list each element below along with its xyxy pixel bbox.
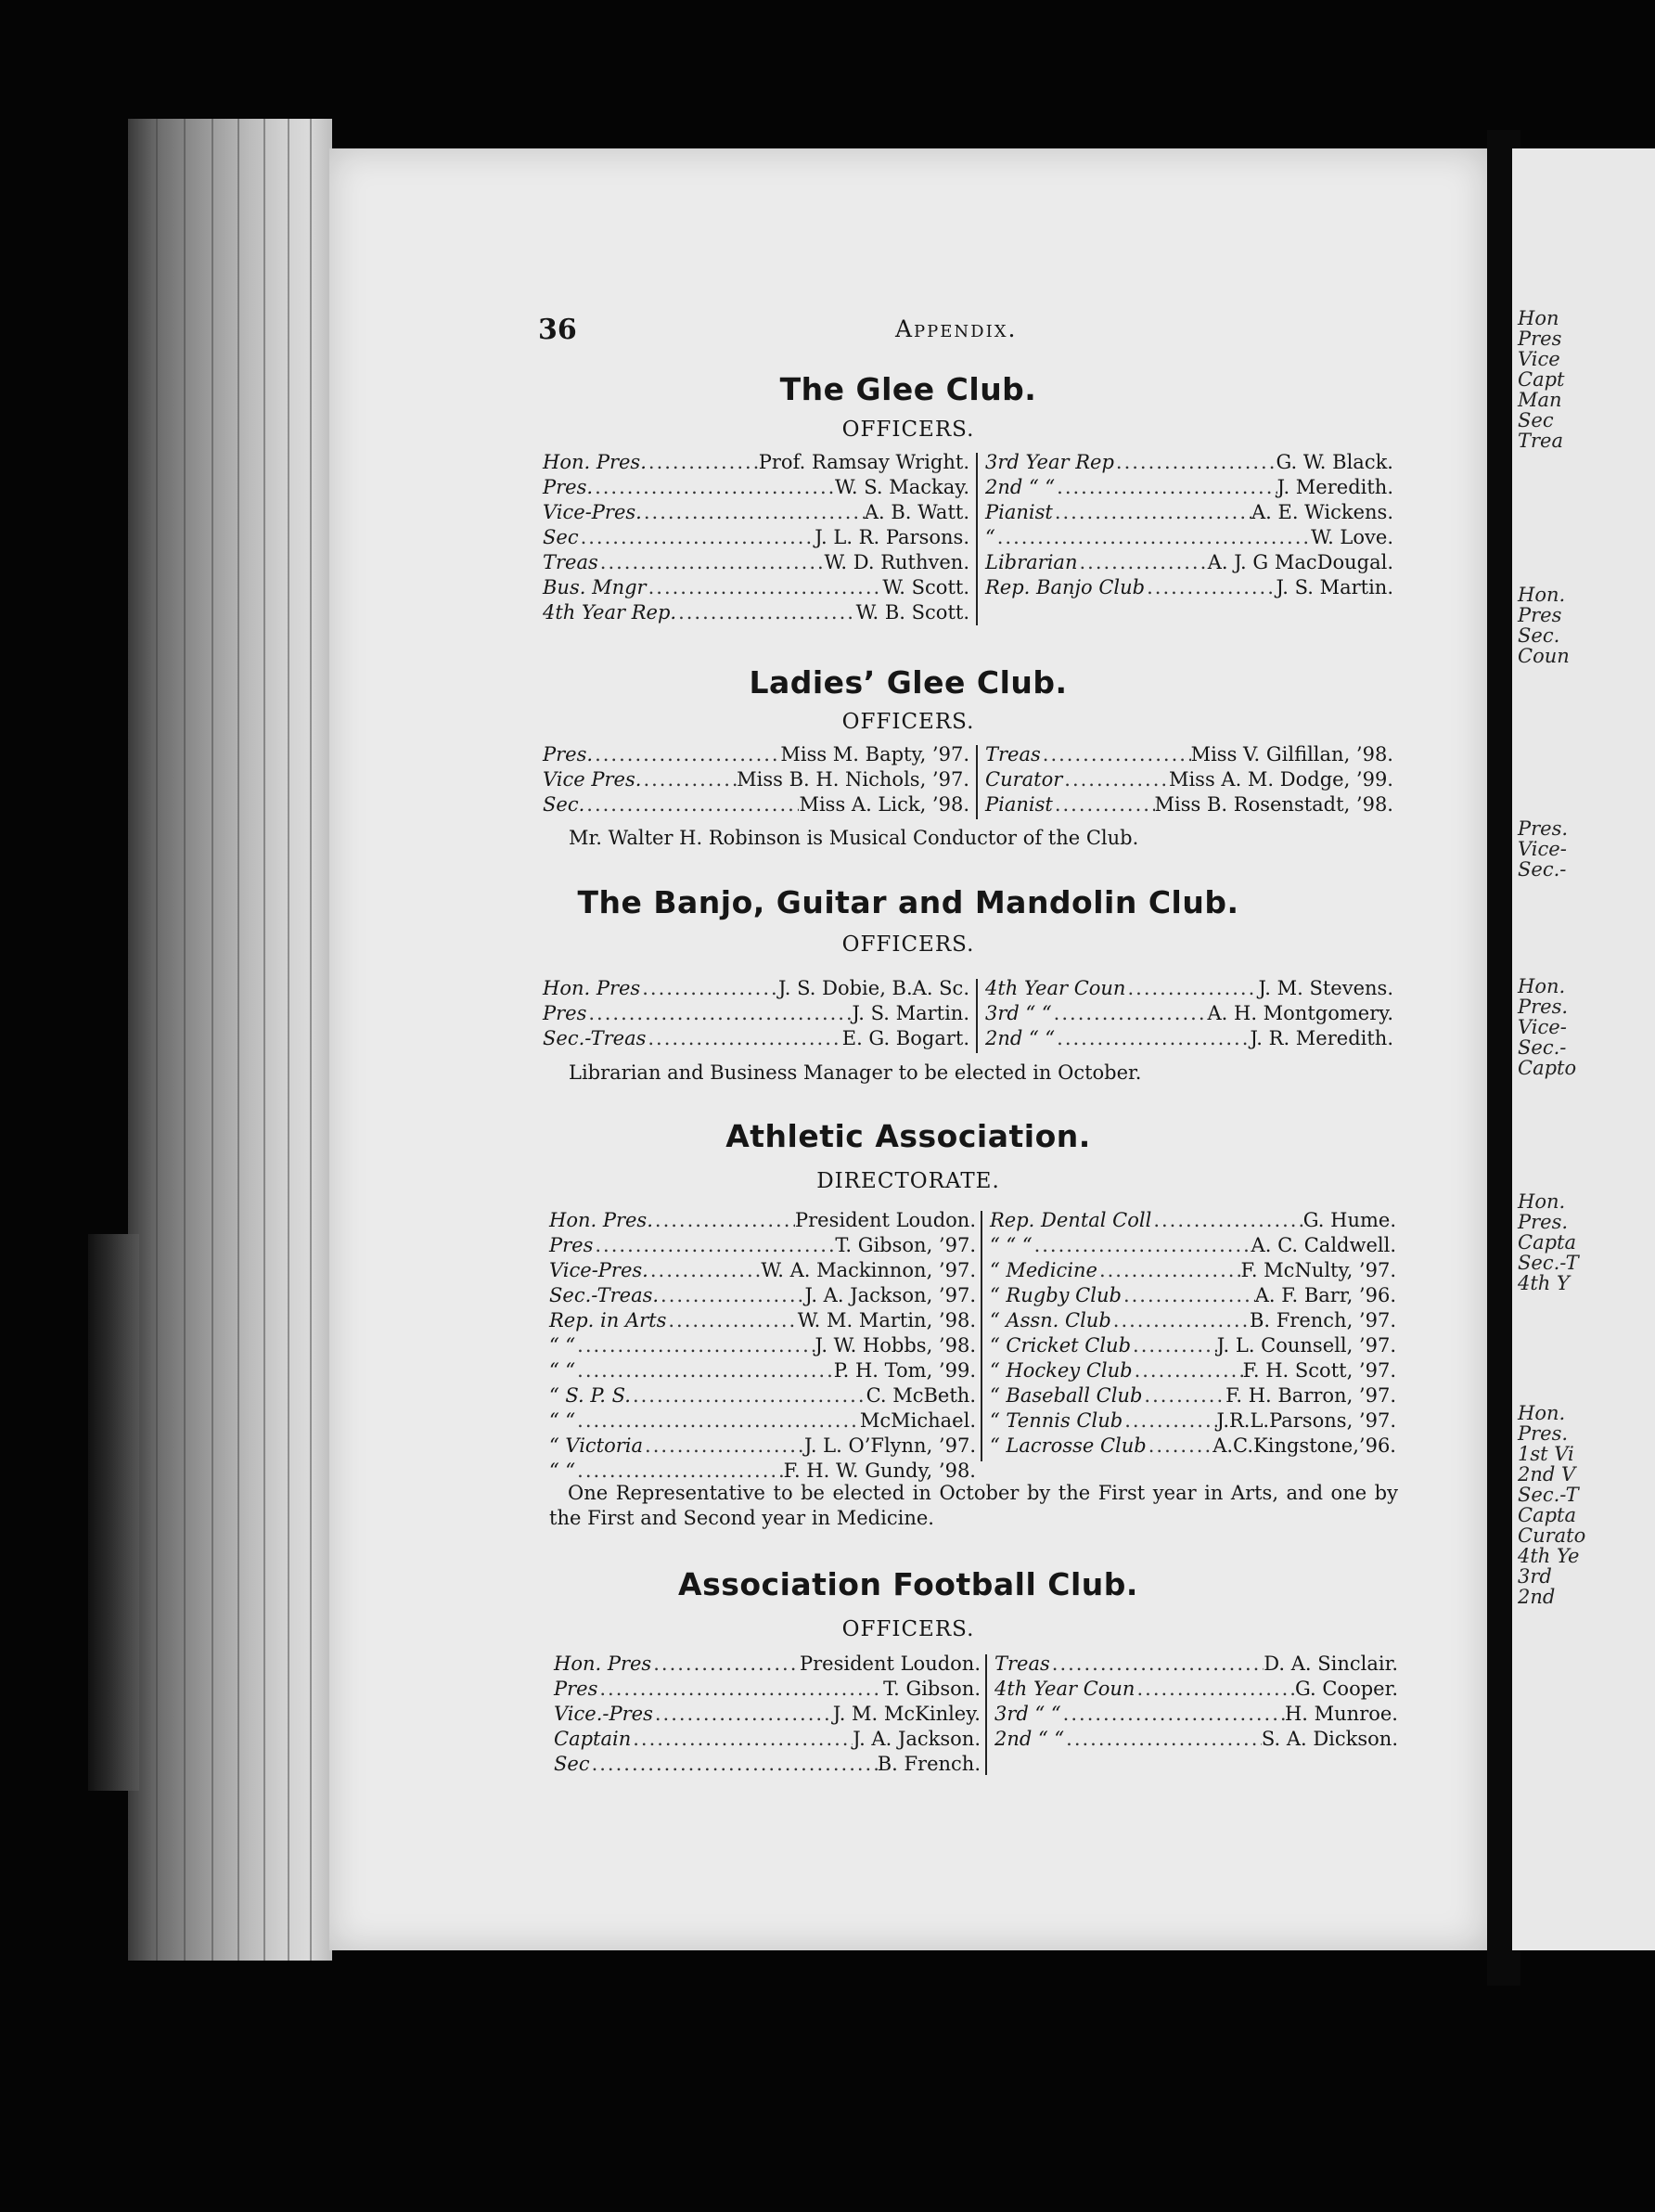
leader-dots <box>659 1283 805 1308</box>
section-title-glee-club: The Glee Club. <box>779 371 1037 407</box>
athletic-directorate-heading: DIRECTORATE. <box>816 1169 1000 1193</box>
officer-name: President Loudon. <box>800 1653 981 1675</box>
officer-name: A. H. Montgomery. <box>1207 1002 1393 1024</box>
officer-title: “ Assn. Club <box>990 1309 1111 1331</box>
officer-title: Hon. Pres. <box>543 451 647 473</box>
officer-name: J. M. Stevens. <box>1258 977 1393 999</box>
leader-dots <box>646 1026 841 1051</box>
facing-page-text: 2nd V <box>1518 1463 1576 1485</box>
officer-row <box>543 742 969 767</box>
officer-name: J. S. Dobie, B.A. Sc. <box>778 977 969 999</box>
athletic-note: One Representative to be elected in October by the First year in Arts, and one by the First and Second year in Medicine. <box>549 1482 1398 1529</box>
officer-title: “ Medicine <box>990 1259 1097 1281</box>
leader-dots <box>1050 1652 1264 1677</box>
leader-dots <box>1055 475 1277 500</box>
facing-page-fragment <box>1512 148 1655 1950</box>
athletic-right-column <box>990 1208 1396 1459</box>
officer-title: Pres. <box>543 743 594 765</box>
leader-dots <box>641 767 737 792</box>
facing-page-text: Pres. <box>1518 996 1569 1018</box>
officer-row <box>554 1652 981 1677</box>
officer-row <box>990 1258 1396 1283</box>
officer-row <box>543 525 969 550</box>
officer-name: T. Gibson, ’97. <box>835 1234 976 1256</box>
facing-page-text: Sec.-T <box>1518 1252 1579 1274</box>
officer-name: F. H. Barron, ’97. <box>1225 1384 1396 1407</box>
officer-row <box>985 525 1393 550</box>
officer-name: J. S. Martin. <box>1276 576 1393 598</box>
officer-row <box>994 1677 1398 1702</box>
officer-title: Vice Pres. <box>543 768 642 791</box>
banjo-note: Librarian and Business Manager to be elected in October. <box>569 1061 1142 1084</box>
officer-row <box>543 792 969 817</box>
officer-title: Pres <box>549 1234 594 1256</box>
officer-title: 2nd “ “ <box>985 1027 1056 1049</box>
facing-page-text: Pres. <box>1518 817 1569 840</box>
leader-dots <box>575 1408 860 1434</box>
officer-row <box>554 1702 981 1727</box>
column-divider <box>981 1211 982 1461</box>
leader-dots <box>1122 1283 1255 1308</box>
officer-row <box>990 1308 1396 1333</box>
officer-name: H. Munroe. <box>1284 1703 1398 1725</box>
officer-title: “ Hockey Club <box>990 1359 1133 1382</box>
officer-row <box>990 1233 1396 1258</box>
officer-title: Sec.-Treas. <box>549 1284 660 1306</box>
officer-name: W. A. Mackinnon, ’97. <box>761 1259 976 1281</box>
leader-dots <box>1133 1358 1243 1383</box>
officer-row <box>543 450 969 475</box>
officer-name: J. W. Hobbs, ’98. <box>815 1334 976 1357</box>
officer-title: “ S. P. S. <box>549 1384 631 1407</box>
officer-row <box>543 475 969 500</box>
officer-title: Sec <box>543 526 579 548</box>
officer-row <box>549 1308 976 1333</box>
officer-row <box>543 1001 969 1026</box>
section-title-ladies-glee-club: Ladies’ Glee Club. <box>749 664 1068 701</box>
officer-title: Treas <box>994 1653 1050 1675</box>
leader-dots <box>631 1383 866 1408</box>
officer-title: Rep. Banjo Club <box>985 576 1146 598</box>
glee-officers-heading: OFFICERS. <box>841 418 975 442</box>
leader-dots <box>1053 500 1251 525</box>
athletic-left-column <box>549 1208 976 1484</box>
officer-title: “ <box>985 526 995 548</box>
facing-page-text: Hon. <box>1518 975 1566 997</box>
book-page <box>329 148 1487 1950</box>
facing-page-text: Pres. <box>1518 1422 1569 1445</box>
leader-dots <box>1125 976 1258 1001</box>
officer-name: W. Scott. <box>882 576 969 598</box>
officer-row <box>543 600 969 625</box>
football-right-column <box>994 1652 1398 1752</box>
leader-dots <box>1111 1308 1250 1333</box>
officer-title: 4th Year Coun <box>994 1678 1135 1700</box>
officer-title: “ “ <box>549 1359 576 1382</box>
officer-title: 4th Year Rep. <box>543 601 677 624</box>
officer-name: G. Cooper. <box>1294 1678 1398 1700</box>
officer-row <box>549 1459 976 1484</box>
officer-title: Sec <box>554 1753 590 1775</box>
facing-page-text: Curato <box>1518 1524 1586 1547</box>
officer-row <box>554 1677 981 1702</box>
officer-name: W. D. Ruthven. <box>824 551 969 573</box>
facing-page-text: Sec.-T <box>1518 1484 1579 1506</box>
leader-dots <box>1055 1026 1250 1051</box>
officer-row <box>543 767 969 792</box>
facing-page-text: Capta <box>1518 1231 1576 1254</box>
officer-name: F. H. Scott, ’97. <box>1242 1359 1396 1382</box>
officer-row <box>990 1283 1396 1308</box>
book-binding <box>88 1234 139 1791</box>
officer-name: S. A. Dickson. <box>1261 1728 1398 1750</box>
officer-name: B. French. <box>877 1753 981 1775</box>
facing-page-text: Capt <box>1518 368 1565 391</box>
leader-dots <box>643 1434 804 1459</box>
officer-row <box>985 1001 1393 1026</box>
officer-row <box>549 1333 976 1358</box>
officer-name: F. H. W. Gundy, ’98. <box>783 1460 976 1482</box>
officer-name: J. L. Counsell, ’97. <box>1216 1334 1396 1357</box>
officer-name: McMichael. <box>859 1409 976 1432</box>
facing-page-text: Man <box>1518 389 1562 411</box>
officer-title: “ Cricket Club <box>990 1334 1132 1357</box>
officer-name: J. A. Jackson, ’97. <box>804 1284 976 1306</box>
facing-page-text: 1st Vi <box>1518 1443 1574 1465</box>
leader-dots <box>1041 742 1191 767</box>
officer-row <box>543 550 969 575</box>
officer-title: “ Victoria <box>549 1434 644 1457</box>
facing-page-text: 4th Y <box>1518 1272 1570 1294</box>
officer-title: Librarian <box>985 551 1078 573</box>
leader-dots <box>575 1459 783 1484</box>
officer-name: W. Love. <box>1311 526 1393 548</box>
officer-title: “ Tennis Club <box>990 1409 1123 1432</box>
leader-dots <box>593 1233 835 1258</box>
officer-row <box>543 1026 969 1051</box>
officer-name: T. Gibson. <box>883 1678 981 1700</box>
officer-name: B. French, ’97. <box>1249 1309 1396 1331</box>
facing-page-text: Vice- <box>1518 1016 1567 1038</box>
facing-page-text: Capto <box>1518 1057 1577 1079</box>
officer-row <box>549 1233 976 1258</box>
officer-title: Rep. in Arts <box>549 1309 667 1331</box>
leader-dots <box>1097 1258 1241 1283</box>
officer-row <box>990 1333 1396 1358</box>
leader-dots <box>1135 1677 1295 1702</box>
leader-dots <box>575 1358 834 1383</box>
column-divider <box>985 1654 987 1775</box>
leader-dots <box>1131 1333 1217 1358</box>
officer-name: F. McNulty, ’97. <box>1240 1259 1396 1281</box>
facing-page-text: Hon. <box>1518 1190 1566 1213</box>
officer-title: 4th Year Coun <box>985 977 1126 999</box>
officer-row <box>543 500 969 525</box>
officer-title: “ “ <box>549 1409 576 1432</box>
officer-title: Treas <box>543 551 598 573</box>
officer-title: Sec. <box>543 793 585 816</box>
facing-page-text: Pres <box>1518 604 1562 626</box>
facing-page-text: Capta <box>1518 1504 1576 1526</box>
facing-page-text: Sec. <box>1518 624 1560 647</box>
officer-row <box>554 1727 981 1752</box>
officer-row <box>985 976 1393 1001</box>
officer-title: Pres. <box>543 476 594 498</box>
book-page-edges <box>128 119 332 1961</box>
officer-row <box>985 500 1393 525</box>
officer-title: 2nd “ “ <box>985 476 1056 498</box>
running-head: Appendix. <box>895 315 1018 342</box>
leader-dots <box>1123 1408 1216 1434</box>
section-title-banjo-club: The Banjo, Guitar and Mandolin Club. <box>577 884 1239 920</box>
facing-page-text: Hon <box>1518 307 1559 329</box>
facing-page-text: Pres. <box>1518 1211 1569 1233</box>
page-number: 36 <box>538 314 577 346</box>
leader-dots <box>1147 1434 1212 1459</box>
officer-name: Prof. Ramsay Wright. <box>758 451 969 473</box>
banjo-officers-heading: OFFICERS. <box>841 932 975 957</box>
officer-name: A. F. Barr, ’96. <box>1254 1284 1396 1306</box>
leader-dots <box>1062 767 1169 792</box>
football-left-column <box>554 1652 981 1777</box>
leader-dots <box>640 976 778 1001</box>
ladies-officers-heading: OFFICERS. <box>841 710 975 734</box>
officer-name: C. McBeth. <box>866 1384 976 1407</box>
ladies-right-column <box>985 742 1393 817</box>
officer-row <box>549 1434 976 1459</box>
officer-name: Miss B. H. Nichols, ’97. <box>737 768 969 791</box>
facing-page-text: 2nd <box>1518 1586 1556 1608</box>
banjo-right-column <box>985 976 1393 1051</box>
officer-name: W. M. Martin, ’98. <box>797 1309 976 1331</box>
leader-dots <box>648 1258 761 1283</box>
officer-title: Pianist <box>985 793 1053 816</box>
ladies-note: Mr. Walter H. Robinson is Musical Conductor of the Club. <box>569 827 1139 849</box>
officer-name: D. A. Sinclair. <box>1264 1653 1398 1675</box>
officer-title: Sec.-Treas <box>543 1027 647 1049</box>
officer-title: “ Baseball Club <box>990 1384 1143 1407</box>
officer-row <box>985 575 1393 600</box>
ladies-left-column <box>543 742 969 817</box>
officer-name: President Loudon. <box>795 1209 976 1231</box>
officer-row <box>994 1702 1398 1727</box>
officer-title: Hon. Pres. <box>549 1209 653 1231</box>
facing-page-text: Sec.- <box>1518 858 1567 881</box>
officer-row <box>994 1727 1398 1752</box>
officer-row <box>985 792 1393 817</box>
facing-page-text: Vice <box>1518 348 1560 370</box>
leader-dots <box>631 1727 853 1752</box>
leader-dots <box>575 1333 815 1358</box>
facing-page-text: Hon. <box>1518 584 1566 606</box>
leader-dots <box>1145 575 1276 600</box>
leader-dots <box>1142 1383 1225 1408</box>
officer-name: A. C. Caldwell. <box>1251 1234 1396 1256</box>
leader-dots <box>1077 550 1207 575</box>
leader-dots <box>642 500 865 525</box>
officer-row <box>549 1383 976 1408</box>
officer-row <box>994 1652 1398 1677</box>
officer-name: A.C.Kingstone,’96. <box>1212 1434 1396 1457</box>
officer-name: W. S. Mackay. <box>834 476 969 498</box>
officer-name: E. G. Bogart. <box>841 1027 969 1049</box>
officer-name: Miss B. Rosenstadt, ’98. <box>1154 793 1393 816</box>
leader-dots <box>584 792 799 817</box>
officer-row <box>985 450 1393 475</box>
officer-title: 3rd “ “ <box>994 1703 1061 1725</box>
officer-row <box>985 742 1393 767</box>
officer-row <box>990 1383 1396 1408</box>
leader-dots <box>666 1308 797 1333</box>
leader-dots <box>1114 450 1277 475</box>
leader-dots <box>598 550 825 575</box>
officer-title: Vice-Pres. <box>549 1259 648 1281</box>
facing-page-text: 4th Ye <box>1518 1545 1580 1567</box>
officer-title: Rep. Dental Coll <box>990 1209 1152 1231</box>
officer-row <box>549 1358 976 1383</box>
banjo-left-column <box>543 976 969 1051</box>
officer-name: J. L. R. Parsons. <box>815 526 969 548</box>
officer-row <box>549 1408 976 1434</box>
officer-row <box>985 767 1393 792</box>
officer-name: J. L. O’Flynn, ’97. <box>804 1434 976 1457</box>
officer-title: Pianist <box>985 501 1053 523</box>
officer-title: Curator <box>985 768 1063 791</box>
officer-title: Hon. Pres <box>543 977 641 999</box>
leader-dots <box>586 1001 852 1026</box>
column-divider <box>976 979 978 1053</box>
leader-dots <box>1052 1001 1208 1026</box>
officer-name: P. H. Tom, ’99. <box>833 1359 976 1382</box>
leader-dots <box>651 1652 800 1677</box>
officer-title: Captain <box>554 1728 632 1750</box>
leader-dots <box>653 1702 833 1727</box>
officer-row <box>985 550 1393 575</box>
officer-title: Vice.-Pres <box>554 1703 653 1725</box>
officer-name: A. J. G MacDougal. <box>1207 551 1393 573</box>
officer-name: Miss A. Lick, ’98. <box>799 793 969 816</box>
officer-row <box>985 1026 1393 1051</box>
leader-dots <box>1151 1208 1302 1233</box>
officer-row <box>990 1358 1396 1383</box>
officer-row <box>549 1208 976 1233</box>
leader-dots <box>593 475 835 500</box>
facing-page-text: Sec <box>1518 409 1554 431</box>
facing-page-text: Pres <box>1518 328 1562 350</box>
facing-page-text: Hon. <box>1518 1402 1566 1424</box>
football-officers-heading: OFFICERS. <box>841 1617 975 1641</box>
officer-title: Pres <box>543 1002 587 1024</box>
officer-row <box>990 1208 1396 1233</box>
leader-dots <box>647 450 759 475</box>
officer-row <box>985 475 1393 500</box>
officer-name: J. S. Martin. <box>852 1002 969 1024</box>
officer-title: Vice-Pres. <box>543 501 642 523</box>
leader-dots <box>590 1752 878 1777</box>
officer-name: A. E. Wickens. <box>1251 501 1393 523</box>
leader-dots <box>995 525 1311 550</box>
officer-title: 3rd “ “ <box>985 1002 1052 1024</box>
officer-name: W. B. Scott. <box>855 601 969 624</box>
officer-row <box>990 1408 1396 1434</box>
officer-name: J. Meredith. <box>1277 476 1393 498</box>
glee-left-column <box>543 450 969 625</box>
officer-name: J. R. Meredith. <box>1250 1027 1393 1049</box>
section-title-football-club: Association Football Club. <box>678 1566 1138 1602</box>
officer-row <box>554 1752 981 1777</box>
column-divider <box>976 453 978 625</box>
facing-page-text: 3rd <box>1518 1565 1552 1588</box>
leader-dots <box>579 525 815 550</box>
officer-title: 2nd “ “ <box>994 1728 1065 1750</box>
leader-dots <box>597 1677 883 1702</box>
officer-title: “ “ <box>549 1334 576 1357</box>
officer-name: Miss V. Gilfillan, ’98. <box>1190 743 1393 765</box>
section-title-athletic-association: Athletic Association. <box>725 1118 1091 1154</box>
officer-title: Pres <box>554 1678 598 1700</box>
officer-name: J. A. Jackson. <box>853 1728 981 1750</box>
leader-dots <box>653 1208 795 1233</box>
facing-page-text: Sec.- <box>1518 1036 1567 1059</box>
leader-dots <box>1033 1233 1251 1258</box>
officer-name: J. M. McKinley. <box>832 1703 981 1725</box>
leader-dots <box>1064 1727 1262 1752</box>
officer-row <box>549 1258 976 1283</box>
officer-title: “ Rugby Club <box>990 1284 1122 1306</box>
officer-title: 3rd Year Rep <box>985 451 1114 473</box>
leader-dots <box>1061 1702 1285 1727</box>
officer-row <box>543 575 969 600</box>
officer-name: G. W. Black. <box>1276 451 1393 473</box>
officer-name: J.R.L.Parsons, ’97. <box>1216 1409 1396 1432</box>
officer-title: “ “ <box>549 1460 576 1482</box>
leader-dots <box>593 742 780 767</box>
officer-name: Miss A. M. Dodge, ’99. <box>1168 768 1393 791</box>
facing-page-text: Vice- <box>1518 838 1567 860</box>
officer-title: “ “ “ <box>990 1234 1033 1256</box>
officer-title: Hon. Pres <box>554 1653 652 1675</box>
officer-title: Treas <box>985 743 1041 765</box>
officer-row <box>543 976 969 1001</box>
officer-title: “ Lacrosse Club <box>990 1434 1147 1457</box>
facing-page-text: Coun <box>1518 645 1570 667</box>
officer-row <box>990 1434 1396 1459</box>
officer-row <box>549 1283 976 1308</box>
column-divider <box>976 745 978 819</box>
officer-name: G. Hume. <box>1302 1209 1396 1231</box>
officer-name: Miss M. Bapty, ’97. <box>780 743 969 765</box>
leader-dots <box>647 575 883 600</box>
leader-dots <box>1053 792 1155 817</box>
officer-name: A. B. Watt. <box>864 501 969 523</box>
facing-page-text: Trea <box>1518 430 1563 452</box>
leader-dots <box>676 600 856 625</box>
glee-right-column <box>985 450 1393 600</box>
officer-title: Bus. Mngr <box>543 576 647 598</box>
